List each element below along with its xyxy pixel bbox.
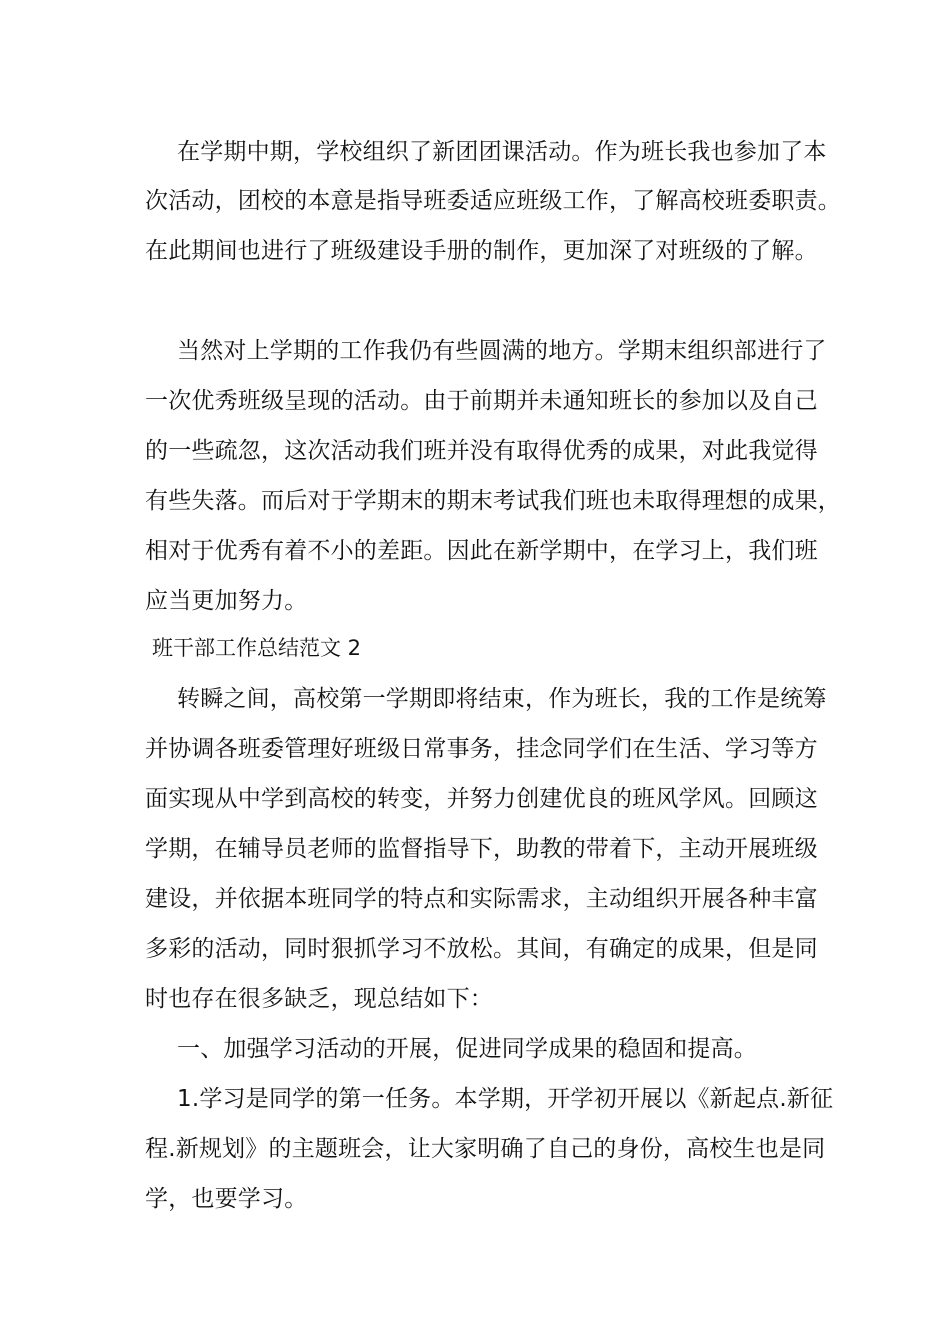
paragraph-2-line-2: 一次优秀班级呈现的活动。由于前期并未通知班长的参加以及自己	[145, 388, 818, 414]
paragraph-3-line-5: 建设，并依据本班同学的特点和实际需求，主动组织开展各种丰富	[145, 886, 818, 912]
paragraph-5-line-3: 学，也要学习。	[145, 1186, 308, 1212]
paragraph-4-line-1: 一、加强学习活动的开展，促进同学成果的稳固和提高。	[177, 1036, 757, 1062]
paragraph-3-line-1: 转瞬之间，高校第一学期即将结束，作为班长，我的工作是统筹	[177, 686, 827, 712]
paragraph-3-line-7: 时也存在很多缺乏，现总结如下：	[145, 986, 493, 1012]
paragraph-2-line-4: 有些失落。而后对于学期末的期末考试我们班也未取得理想的成果，	[145, 488, 841, 514]
paragraph-3-line-2: 并协调各班委管理好班级日常事务，挂念同学们在生活、学习等方	[145, 736, 818, 762]
paragraph-5-line-1: 1.学习是同学的第一任务。本学期，开学初开展以《新起点.新征	[177, 1086, 834, 1112]
paragraph-2-line-5: 相对于优秀有着不小的差距。因此在新学期中，在学习上，我们班	[145, 538, 818, 564]
paragraph-2-line-1: 当然对上学期的工作我仍有些圆满的地方。学期末组织部进行了	[177, 338, 827, 364]
paragraph-1-line-2: 次活动，团校的本意是指导班委适应班级工作，了解高校班委职责。	[145, 188, 841, 214]
paragraph-1-line-1: 在学期中期，学校组织了新团团课活动。作为班长我也参加了本	[177, 139, 827, 165]
paragraph-2-line-3: 的一些疏忽，这次活动我们班并没有取得优秀的成果，对此我觉得	[145, 438, 818, 464]
paragraph-5-line-2: 程.新规划》的主题班会，让大家明确了自己的身份，高校生也是同	[145, 1136, 826, 1162]
paragraph-1-line-3: 在此期间也进行了班级建设手册的制作，更加深了对班级的了解。	[145, 238, 818, 264]
paragraph-3-line-6: 多彩的活动，同时狠抓学习不放松。其间，有确定的成果，但是同	[145, 936, 818, 962]
paragraph-2-line-6: 应当更加努力。	[145, 588, 308, 614]
paragraph-3-line-3: 面实现从中学到高校的转变，并努力创建优良的班风学风。回顾这	[145, 786, 818, 812]
paragraph-3-line-4: 学期，在辅导员老师的监督指导下，助教的带着下，主动开展班级	[145, 836, 818, 862]
section-heading: 班干部工作总结范文 2	[152, 636, 362, 660]
